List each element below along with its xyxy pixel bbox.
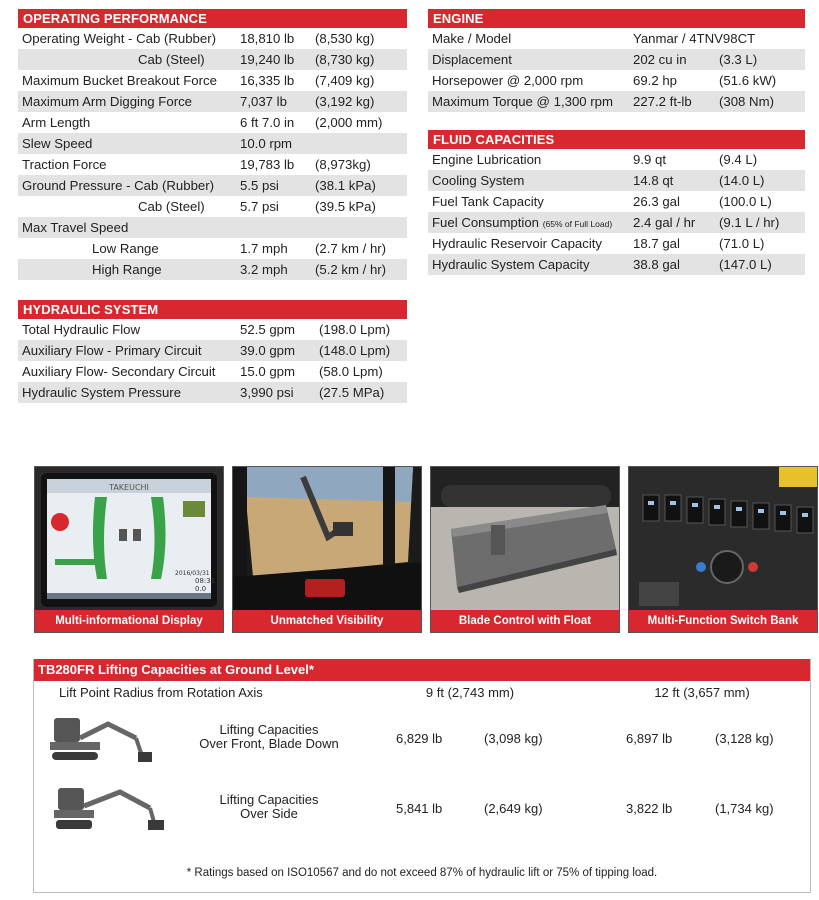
table-row xyxy=(18,112,407,133)
spec-value: 6 ft 7.0 in xyxy=(240,112,315,133)
table-row xyxy=(428,28,805,49)
spec-metric: (27.5 MPa) xyxy=(319,382,407,403)
photo-caption: Multi-informational Display xyxy=(35,610,223,632)
table-row xyxy=(18,238,407,259)
spec-metric: (3.3 L) xyxy=(719,49,805,70)
lift-row-line1: Lifting Capacities xyxy=(219,722,319,737)
photo-caption: Unmatched Visibility xyxy=(233,610,421,632)
spec-value: 14.8 qt xyxy=(633,170,719,191)
spec-value: 26.3 gal xyxy=(633,191,719,212)
spec-value: 69.2 hp xyxy=(633,70,719,91)
spec-table xyxy=(18,28,407,280)
spec-label: Ground Pressure - Cab (Rubber) xyxy=(18,175,240,196)
spec-metric xyxy=(315,217,407,238)
table-row xyxy=(428,254,805,275)
table-row xyxy=(428,49,805,70)
hydraulic-system-section xyxy=(18,300,407,403)
spec-value: 7,037 lb xyxy=(240,91,315,112)
photo-switch-bank xyxy=(628,466,818,633)
lift-column-header-2: 12 ft (3,657 mm) xyxy=(654,685,750,700)
spec-value: 16,335 lb xyxy=(240,70,315,91)
section-header: ENGINE xyxy=(428,9,805,28)
lift-row-line1: Lifting Capacities xyxy=(219,792,319,807)
engine-section xyxy=(428,9,805,112)
spec-metric: (39.5 kPa) xyxy=(315,196,407,217)
operating-performance-section xyxy=(18,9,407,280)
spec-value: 15.0 gpm xyxy=(240,361,319,382)
display-photo xyxy=(35,467,223,612)
spec-label: High Range xyxy=(18,259,240,280)
photo-unmatched-visibility xyxy=(232,466,422,633)
table-row xyxy=(18,361,407,382)
spec-label: Max Travel Speed xyxy=(18,217,240,238)
table-row xyxy=(18,175,407,196)
spec-value: 2.4 gal / hr xyxy=(633,212,719,233)
table-row xyxy=(18,91,407,112)
spec-label: Traction Force xyxy=(18,154,240,175)
blade-illustration xyxy=(431,467,619,612)
spec-metric: (100.0 L) xyxy=(719,191,805,212)
spec-label: Auxiliary Flow - Primary Circuit xyxy=(18,340,240,361)
lift-value: 6,829 lb xyxy=(396,731,443,746)
lift-footnote: * Ratings based on ISO10567 and do not exceed 87% of hydraulic lift or 75% of tipping load. xyxy=(186,867,658,879)
lifting-capacities-section xyxy=(33,659,811,893)
spec-value: 18.7 gal xyxy=(633,233,719,254)
photo-caption: Multi-Function Switch Bank xyxy=(629,610,817,632)
cab-view-illustration xyxy=(233,467,421,612)
spec-metric: (308 Nm) xyxy=(719,91,805,112)
spec-label: Cab (Steel) xyxy=(18,49,240,70)
switch-bank-illustration xyxy=(629,467,817,612)
spec-metric: (2,000 mm) xyxy=(315,112,407,133)
spec-label: Total Hydraulic Flow xyxy=(18,319,240,340)
spec-metric: (51.6 kW) xyxy=(719,70,805,91)
spec-value: 202 cu in xyxy=(633,49,719,70)
spec-label: Displacement xyxy=(428,49,633,70)
spec-metric: (71.0 L) xyxy=(719,233,805,254)
fluid-capacities-section xyxy=(428,130,805,275)
table-row xyxy=(428,212,805,233)
spec-label: Low Range xyxy=(18,238,240,259)
lift-row-label xyxy=(164,723,374,751)
spec-label: Cab (Steel) xyxy=(18,196,240,217)
spec-table xyxy=(428,28,805,112)
spec-metric: (198.0 Lpm) xyxy=(319,319,407,340)
lift-value-metric: (2,649 kg) xyxy=(484,801,543,816)
spec-value: 19,240 lb xyxy=(240,49,315,70)
spec-label: Arm Length xyxy=(18,112,240,133)
spec-metric: (5.2 km / hr) xyxy=(315,259,407,280)
table-row xyxy=(428,70,805,91)
spec-table xyxy=(428,149,805,275)
spec-metric: (9.1 L / hr) xyxy=(719,212,805,233)
section-header: TB280FR Lifting Capacities at Ground Level* xyxy=(34,659,810,681)
lift-column-header-1: 9 ft (2,743 mm) xyxy=(425,685,515,700)
section-header: HYDRAULIC SYSTEM xyxy=(18,300,407,319)
table-row xyxy=(18,382,407,403)
spec-metric: (8,530 kg) xyxy=(315,28,407,49)
spec-label: Cooling System xyxy=(428,170,633,191)
table-row xyxy=(18,196,407,217)
lift-value: 5,841 lb xyxy=(396,801,443,816)
spec-label: Hydraulic Reservoir Capacity xyxy=(428,233,633,254)
spec-value: 18,810 lb xyxy=(240,28,315,49)
table-row xyxy=(18,217,407,238)
spec-value: 38.8 gal xyxy=(633,254,719,275)
spec-metric: (2.7 km / hr) xyxy=(315,238,407,259)
lift-value: 3,822 lb xyxy=(626,801,673,816)
spec-label: Operating Weight - Cab (Rubber) xyxy=(18,28,240,49)
photo-caption: Blade Control with Float xyxy=(431,610,619,632)
spec-label: Hydraulic System Pressure xyxy=(18,382,240,403)
spec-label: Fuel Tank Capacity xyxy=(428,191,633,212)
table-row xyxy=(428,149,805,170)
spec-value: 5.5 psi xyxy=(240,175,315,196)
spec-metric: (9.4 L) xyxy=(719,149,805,170)
photo-multi-informational-display xyxy=(34,466,224,633)
table-row xyxy=(428,191,805,212)
lift-value-metric: (1,734 kg) xyxy=(715,801,774,816)
spec-label: Maximum Torque @ 1,300 rpm xyxy=(428,91,633,112)
section-header: FLUID CAPACITIES xyxy=(428,130,805,149)
table-row xyxy=(18,319,407,340)
spec-label-note: (65% of Full Load) xyxy=(542,219,613,229)
lift-value: 6,897 lb xyxy=(626,731,673,746)
display-illustration xyxy=(35,467,223,612)
lift-value-metric: (3,128 kg) xyxy=(715,731,774,746)
spec-metric: (14.0 L) xyxy=(719,170,805,191)
spec-value: Yanmar / 4TNV98CT xyxy=(633,28,805,49)
spec-label: Maximum Arm Digging Force xyxy=(18,91,240,112)
table-row xyxy=(18,49,407,70)
spec-value: 3,990 psi xyxy=(240,382,319,403)
table-row xyxy=(18,340,407,361)
spec-value: 3.2 mph xyxy=(240,259,315,280)
spec-label: Auxiliary Flow- Secondary Circuit xyxy=(18,361,240,382)
spec-value: 1.7 mph xyxy=(240,238,315,259)
lift-row-label xyxy=(164,793,374,821)
spec-metric: (38.1 kPa) xyxy=(315,175,407,196)
table-row xyxy=(428,91,805,112)
spec-label: Hydraulic System Capacity xyxy=(428,254,633,275)
spec-value: 52.5 gpm xyxy=(240,319,319,340)
spec-value xyxy=(240,217,315,238)
spec-table xyxy=(18,319,407,403)
visibility-photo xyxy=(233,467,421,612)
table-row xyxy=(18,133,407,154)
spec-value: 9.9 qt xyxy=(633,149,719,170)
spec-metric: (8,730 kg) xyxy=(315,49,407,70)
spec-metric: (3,192 kg) xyxy=(315,91,407,112)
lift-axis-label: Lift Point Radius from Rotation Axis xyxy=(59,685,263,700)
spec-metric: (147.0 L) xyxy=(719,254,805,275)
spec-label: Slew Speed xyxy=(18,133,240,154)
spec-metric: (148.0 Lpm) xyxy=(319,340,407,361)
spec-metric xyxy=(315,133,407,154)
display-date: 2016/03/31 xyxy=(175,570,210,577)
excavator-side-icon xyxy=(50,786,168,832)
display-reading: 0.0 xyxy=(195,585,207,593)
table-row xyxy=(18,259,407,280)
spec-value: 227.2 ft-lb xyxy=(633,91,719,112)
lift-row-line2: Over Front, Blade Down xyxy=(199,736,339,751)
spec-metric: (8,973kg) xyxy=(315,154,407,175)
lift-value-metric: (3,098 kg) xyxy=(484,731,543,746)
table-row xyxy=(18,154,407,175)
spec-label-text: Fuel Consumption xyxy=(432,215,540,230)
excavator-front-icon xyxy=(50,716,156,764)
spec-label: Make / Model xyxy=(428,28,633,49)
lift-row-line2: Over Side xyxy=(240,806,298,821)
spec-label xyxy=(428,212,633,233)
switch-bank-photo xyxy=(629,467,817,612)
table-row xyxy=(18,28,407,49)
spec-label: Engine Lubrication xyxy=(428,149,633,170)
spec-value: 5.7 psi xyxy=(240,196,315,217)
table-row xyxy=(18,70,407,91)
section-header: OPERATING PERFORMANCE xyxy=(18,9,407,28)
photo-blade-control xyxy=(430,466,620,633)
table-row xyxy=(428,170,805,191)
spec-value: 10.0 rpm xyxy=(240,133,315,154)
blade-photo xyxy=(431,467,619,612)
spec-value: 19,783 lb xyxy=(240,154,315,175)
spec-metric: (58.0 Lpm) xyxy=(319,361,407,382)
spec-value: 39.0 gpm xyxy=(240,340,319,361)
spec-label: Maximum Bucket Breakout Force xyxy=(18,70,240,91)
display-brand: TAKEUCHI xyxy=(109,483,149,492)
spec-label: Horsepower @ 2,000 rpm xyxy=(428,70,633,91)
spec-metric: (7,409 kg) xyxy=(315,70,407,91)
display-time: 08:31 xyxy=(195,577,216,585)
table-row xyxy=(428,233,805,254)
